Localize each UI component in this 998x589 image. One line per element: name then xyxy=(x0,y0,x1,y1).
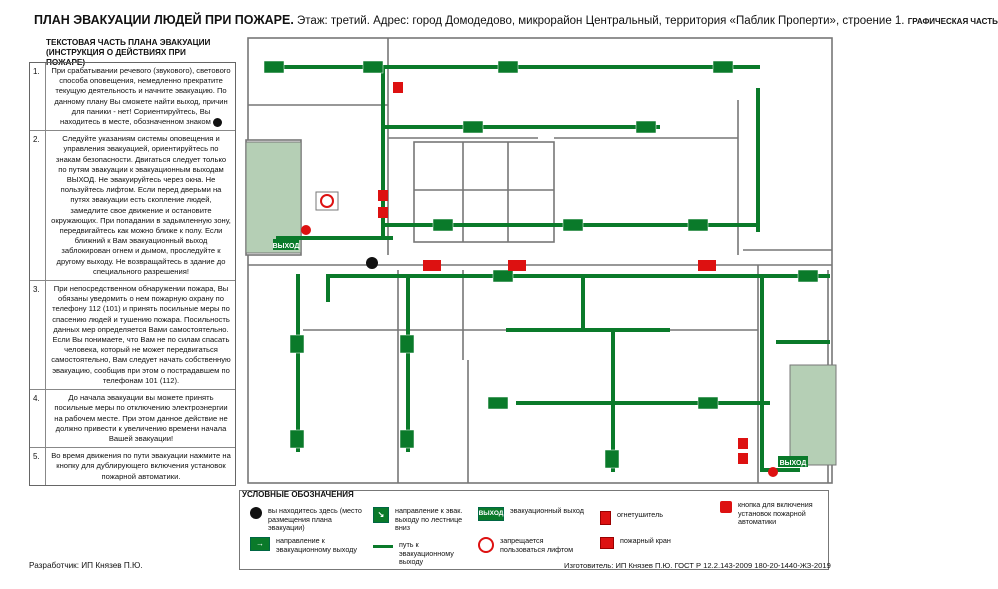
step-number: 4. xyxy=(30,390,46,447)
legend-alarm-button: кнопка для включения установок пожарной автоматики xyxy=(720,501,824,527)
graphic-section-label: ГРАФИЧЕСКАЯ ЧАСТЬ xyxy=(907,17,998,26)
step-text: До начала эвакуации вы можете принять посильные меры по отключению электроэнергии на рабочем месте. При этом данное действие не должно привести к увеличению времени начала Вашей эвакуации! xyxy=(54,393,228,443)
title-details: Этаж: третий. Адрес: город Домодедово, микрорайон Центральный, территория «Паблик Проперти», строение 1. xyxy=(297,15,905,27)
step-number: 2. xyxy=(30,131,46,280)
step-text: Во время движения по пути эвакуации нажмите на кнопку для дублирующего включения установок пожарной автоматики. xyxy=(51,451,231,481)
evacuation-paths xyxy=(268,67,828,470)
exit-sign-left-text: ВЫХОД xyxy=(272,243,300,250)
step-text: При непосредственном обнаружении пожара, Вы обязаны уведомить о нем пожарную охрану по телефону 112 (101) и принять посильные меры по спасению людей и тушению пожара. Посильность данных мер определяется Вами самостоятельно. Если Вы понимаете, что Вам не по силам спасать человека, который не может передвигаться самостоятельно, Вам следует начать собственную эвакуацию, сообщив при этом о пострадавшем по телефонам 101 (112). xyxy=(51,284,231,385)
exit-signs xyxy=(273,239,808,467)
legend-exit-direction: → направление к эвакуационному выходу xyxy=(250,537,370,554)
hydrant-icon xyxy=(600,537,614,549)
you-are-here-icon xyxy=(250,507,262,519)
instruction-step xyxy=(30,131,235,281)
floor-plan xyxy=(238,30,866,485)
legend-stairs-down: ↘ направление к эвак. выходу по лестнице вниз xyxy=(373,507,475,533)
exit-sign-right-text: ВЫХОД xyxy=(779,460,807,467)
developer-credit: Разработчик: ИП Князев П.Ю. xyxy=(29,561,143,570)
exit-sign-icon: ВЫХОД xyxy=(478,507,504,521)
legend-heading: УСЛОВНЫЕ ОБОЗНАЧЕНИЯ xyxy=(242,490,354,499)
you-are-here-icon xyxy=(213,118,222,127)
maker-credit: Изготовитель: ИП Князев П.Ю. ГОСТ Р 12.2.143-2009 180-20-1440-ЖЗ-2019 xyxy=(564,561,831,570)
instruction-step xyxy=(30,448,235,485)
legend xyxy=(239,490,829,570)
legend-exit: ВЫХОД эвакуационный выход xyxy=(478,507,588,521)
legend-hydrant: пожарный кран xyxy=(600,537,710,549)
instruction-step xyxy=(30,281,235,390)
step-text: При срабатывании речевого (звукового), светового способа оповещения, немедленно прекратите текущую деятельность и начните эвакуацию. По данному плану Вы сможете найти выход, причин для паники - нет! Сориентируйтесь, Вы находитесь в месте, обозначенном знаком xyxy=(51,66,231,127)
walls xyxy=(246,38,832,483)
you-are-here-marker xyxy=(366,257,378,269)
text-section-heading: ТЕКСТОВАЯ ЧАСТЬ ПЛАНА ЭВАКУАЦИИ (ИНСТРУКЦИЯ О ДЕЙСТВИЯХ ПРИ ПОЖАРЕ) xyxy=(46,38,211,67)
legend-no-lift: запрещается пользоваться лифтом xyxy=(478,537,588,554)
title-main: ПЛАН ЭВАКУАЦИИ ЛЮДЕЙ ПРИ ПОЖАРЕ. xyxy=(34,13,294,27)
stairs-down-icon: ↘ xyxy=(373,507,389,523)
evac-path-line-icon xyxy=(373,545,393,548)
extinguisher-icon xyxy=(600,511,611,525)
step-text: Следуйте указаниям системы оповещения и управления эвакуацией, ориентируйтесь по знакам безопасности. Двигаться следует только по путям эвакуации к эвакуационным выходам ВЫХОД. Не эвакуируйтесь через окна. Не пользуйтесь лифтом. Если перед дверьми на путях эвакуации есть скопление людей, замедлите свое движение и остановите окружающих. При попадании в задымленную зону, передвигайтесь как можно ближе к полу. Если ближний к Вам эвакуационный выход заблокирован огнем и дымом, проследуйте к другому выходу. Не возвращайтесь в здание до специального разрешения! xyxy=(51,134,231,276)
legend-extinguisher: огнетушитель xyxy=(600,511,710,525)
instruction-step xyxy=(30,63,235,131)
no-lift-icon xyxy=(478,537,494,553)
plan-title xyxy=(34,13,998,27)
instructions-table xyxy=(29,62,236,486)
arrow-right-icon: → xyxy=(250,537,270,551)
legend-you-are-here: вы находитесь здесь (место размещения плана эвакуации) xyxy=(250,507,370,533)
alarm-button-icon xyxy=(720,501,732,513)
stair-block-right xyxy=(790,365,836,465)
legend-evac-path: путь к эвакуационному выходу xyxy=(373,541,475,567)
step-number: 5. xyxy=(30,448,46,485)
step-number: 3. xyxy=(30,281,46,389)
instruction-step xyxy=(30,390,235,448)
step-number: 1. xyxy=(30,63,46,130)
